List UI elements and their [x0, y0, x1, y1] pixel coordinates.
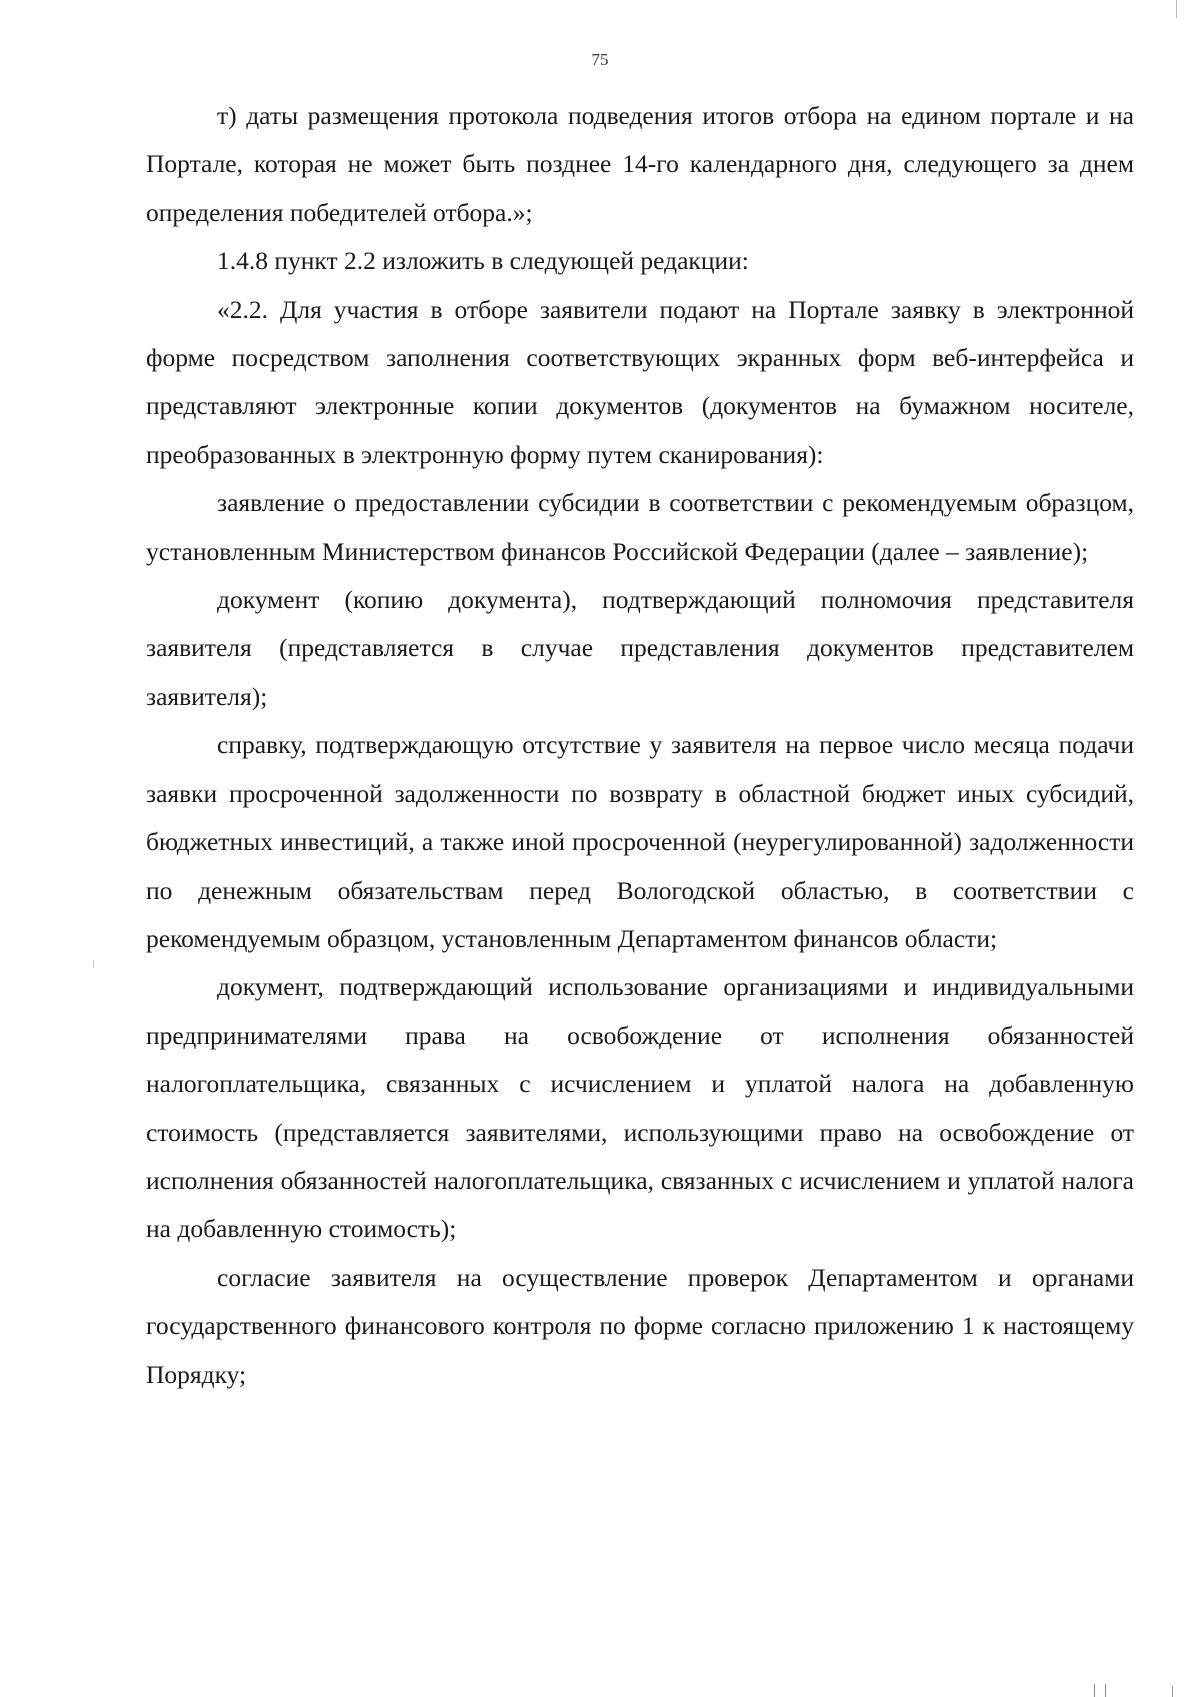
- scan-artifact-margin: [93, 960, 94, 968]
- document-body: [146, 92, 1134, 1399]
- paragraph-representative-document: документ (копию документа), подтверждающий полномочия представителя заявителя (представляется в случае представления документов представителем заявителя);: [146, 585, 1134, 711]
- scan-artifact-top: [1176, 0, 1177, 18]
- paragraph-item-t: т) даты размещения протокола подведения итогов отбора на едином портале и на Портале, которая не может быть позднее 14-го календарного дня, следующего за днем определения победителей отбора.»;: [146, 101, 1134, 227]
- scan-artifact-bottom-right: [1172, 1686, 1173, 1697]
- page-number: 75: [591, 50, 609, 69]
- paragraph-amendment-1-4-8: 1.4.8 пункт 2.2 изложить в следующей редакции:: [217, 246, 749, 276]
- paragraph-debt-certificate: справку, подтверждающую отсутствие у заявителя на первое число месяца подачи заявки просроченной задолженности по возврату в областной бюджет иных субсидий, бюджетных инвестиций, а также иной просроченной (неурегулированной) задолженности по денежным обязательствам перед Вологодской областью, в соответствии с рекомендуемым образцом, установленным Департаментом финансов области;: [146, 730, 1134, 953]
- scan-artifact-bottom: [1094, 1684, 1106, 1697]
- paragraph-clause-2-2: «2.2. Для участия в отборе заявители подают на Портале заявку в электронной форме посредством заполнения соответствующих экранных форм веб-интерфейса и представляют электронные копии документов (документов на бумажном носителе, преобразованных в электронную форму путем сканирования):: [146, 294, 1134, 469]
- paragraph-vat-exemption-document: документ, подтверждающий использование организациями и индивидуальными предпринимателями права на освобождение от исполнения обязанностей налогоплательщика, связанных с исчислением и уплатой налога на добавленную стоимость (представляется заявителями, использующими право на освобождение от исполнения обязанностей налогоплательщика, связанных с исчислением и уплатой налога на добавленную стоимость);: [146, 972, 1134, 1244]
- paragraph-application-statement: заявление о предоставлении субсидии в соответствии с рекомендуемым образцом, установленным Министерством финансов Российской Федерации (далее – заявление);: [146, 488, 1134, 566]
- paragraph-audit-consent: согласие заявителя на осуществление проверок Департаментом и органами государственного финансового контроля по форме согласно приложению 1 к настоящему Порядку;: [146, 1262, 1134, 1389]
